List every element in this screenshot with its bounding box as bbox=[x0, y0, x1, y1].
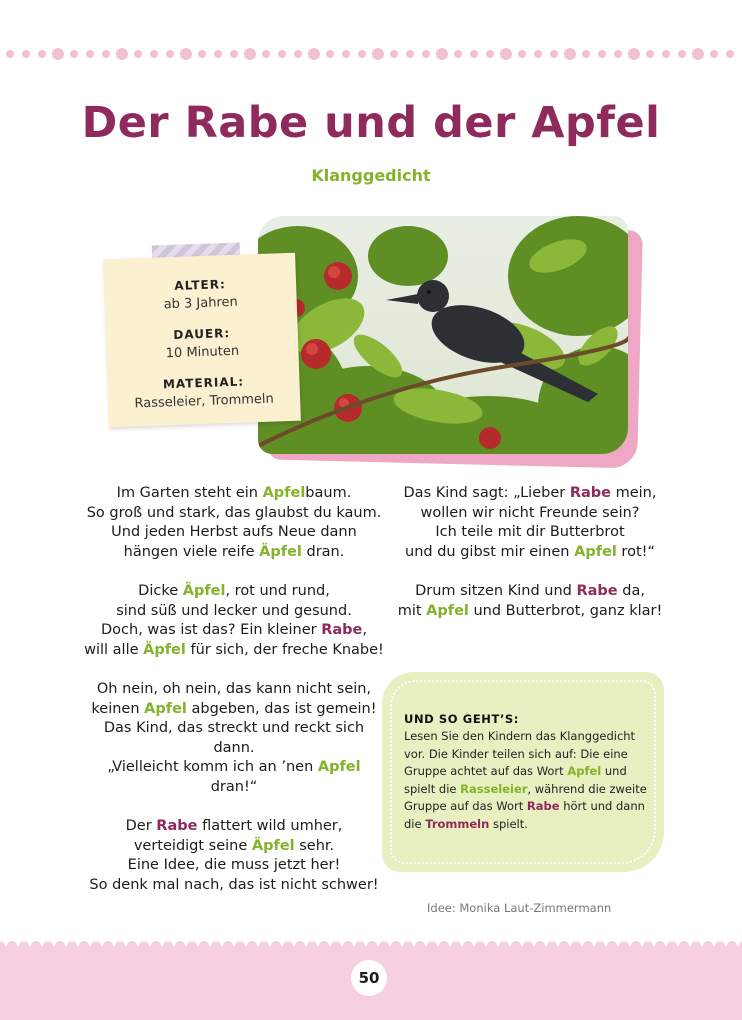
footer-scallop bbox=[379, 941, 389, 951]
poem-line bbox=[380, 543, 680, 563]
footer-scallop bbox=[19, 941, 29, 951]
duration-label: DAUER: bbox=[173, 326, 231, 342]
text-segment: sind süß und lecker und gesund. bbox=[116, 602, 352, 619]
footer-scallop bbox=[571, 941, 581, 951]
text-segment: und du gibst mir einen bbox=[405, 543, 575, 560]
footer-scallop bbox=[655, 941, 665, 951]
footer-scallop bbox=[715, 941, 725, 951]
text-segment: , während die zweite Gruppe auf das Wort bbox=[404, 781, 647, 814]
decorative-dot-border bbox=[0, 44, 742, 64]
poem-column-left bbox=[84, 484, 384, 915]
poem-column-right bbox=[380, 484, 680, 641]
footer-scallop bbox=[691, 941, 701, 951]
keyword-purple: Rabe bbox=[569, 485, 611, 501]
footer-scallop bbox=[679, 941, 689, 951]
border-dot bbox=[372, 48, 384, 60]
footer-scallop bbox=[319, 941, 329, 951]
footer-scallop bbox=[31, 941, 41, 951]
page-number: 50 bbox=[351, 960, 387, 996]
keyword-green: Apfel bbox=[574, 543, 617, 560]
footer-scallop bbox=[115, 941, 125, 951]
border-dot bbox=[500, 48, 512, 60]
footer-scallop bbox=[403, 941, 413, 951]
poem-line bbox=[84, 876, 384, 896]
text-segment: und spielt die bbox=[404, 764, 627, 796]
border-dot bbox=[38, 50, 46, 58]
border-dot bbox=[214, 50, 222, 58]
keyword-green: Apfel bbox=[144, 700, 187, 717]
poem-line bbox=[84, 700, 384, 720]
footer-scallop bbox=[343, 941, 353, 951]
border-dot bbox=[308, 48, 320, 60]
border-dot bbox=[646, 50, 654, 58]
keyword-purple: Trommeln bbox=[425, 816, 490, 831]
poem-line bbox=[84, 523, 384, 543]
text-segment: für sich, der freche Knabe! bbox=[185, 641, 384, 658]
footer-scallop bbox=[295, 941, 305, 951]
footer-scallop bbox=[307, 941, 317, 951]
border-dot bbox=[582, 50, 590, 58]
text-segment: Im Garten steht ein bbox=[116, 485, 263, 501]
text-segment: sehr. bbox=[294, 837, 335, 854]
poem-stanza bbox=[84, 582, 384, 660]
text-segment: Das Kind sagt: „Lieber bbox=[403, 485, 570, 501]
text-segment: hört und dann die bbox=[404, 799, 645, 831]
footer-scallop bbox=[595, 941, 605, 951]
footer-scallop bbox=[163, 941, 173, 951]
footer-scallop bbox=[67, 941, 77, 951]
border-dot bbox=[406, 50, 414, 58]
footer-scallop bbox=[103, 941, 113, 951]
text-segment: keinen bbox=[91, 700, 145, 717]
border-dot bbox=[470, 50, 478, 58]
border-dot bbox=[22, 50, 30, 58]
page-title: Der Rabe und der Apfel bbox=[81, 98, 661, 148]
text-segment: Lesen Sie den Kindern das Klanggedicht vor. Die Kinder teilen sich auf: Die eine Gruppe achtet auf das Wort bbox=[404, 729, 636, 779]
footer-scalloped-edge bbox=[0, 940, 742, 954]
border-dot bbox=[358, 50, 366, 58]
border-dot bbox=[52, 48, 64, 60]
duration-value: 10 Minuten bbox=[165, 343, 240, 362]
border-dot bbox=[692, 48, 704, 60]
footer-scallop bbox=[175, 941, 185, 951]
footer-scallop bbox=[259, 941, 269, 951]
footer-scallop bbox=[583, 941, 593, 951]
footer-scallop bbox=[607, 941, 617, 951]
footer-scallop bbox=[139, 941, 149, 951]
poem-stanza bbox=[84, 680, 384, 798]
footer-scallop bbox=[427, 941, 437, 951]
poem-line bbox=[84, 504, 384, 524]
text-segment: wollen wir nicht Freunde sein? bbox=[420, 504, 640, 521]
footer-scallop bbox=[79, 941, 89, 951]
poem-stanza bbox=[84, 817, 384, 895]
footer-scallop bbox=[487, 941, 497, 951]
raven-in-apple-tree-photo bbox=[258, 216, 628, 454]
footer-scallop bbox=[439, 941, 449, 951]
border-dot bbox=[326, 50, 334, 58]
footer-scallop bbox=[91, 941, 101, 951]
keyword-green: Äpfel bbox=[143, 641, 186, 658]
footer-scallop bbox=[211, 941, 221, 951]
text-segment: Dicke bbox=[138, 582, 183, 599]
poem-line bbox=[84, 543, 384, 563]
age-value: ab 3 Jahren bbox=[163, 294, 239, 313]
poem-line bbox=[380, 523, 680, 543]
age-label: ALTER: bbox=[174, 277, 226, 293]
poem-line bbox=[84, 758, 384, 797]
border-dot bbox=[134, 50, 142, 58]
footer-scallop bbox=[727, 941, 737, 951]
text-segment: dran!“ bbox=[210, 778, 258, 795]
text-segment: So denk mal nach, das ist nicht schwer! bbox=[89, 876, 379, 893]
footer-scallop bbox=[127, 941, 137, 951]
border-dot bbox=[614, 50, 622, 58]
footer-scallop bbox=[247, 941, 257, 951]
keyword-green: Apfel bbox=[426, 602, 469, 619]
text-segment: Doch, was ist das? Ein kleiner bbox=[101, 622, 322, 639]
footer-scallop bbox=[235, 941, 245, 951]
text-segment: Oh nein, oh nein, das kann nicht sein, bbox=[96, 680, 372, 697]
footer-scallop bbox=[283, 941, 293, 951]
text-segment: Das Kind, das streckt und reckt sich dann. bbox=[103, 720, 365, 756]
poem-line bbox=[84, 582, 384, 602]
footer-scallop bbox=[367, 941, 377, 951]
border-dot bbox=[294, 50, 302, 58]
poem-line bbox=[380, 602, 680, 622]
border-dot bbox=[6, 50, 14, 58]
border-dot bbox=[102, 50, 110, 58]
keyword-purple: Rabe bbox=[526, 799, 560, 814]
keyword-green: Äpfel bbox=[251, 837, 295, 854]
poem-line bbox=[84, 680, 384, 700]
text-segment: Und jeden Herbst aufs Neue dann bbox=[111, 524, 357, 541]
footer-scallop bbox=[667, 941, 677, 951]
footer-scallop bbox=[547, 941, 557, 951]
keyword-green: Apfel bbox=[317, 759, 361, 776]
text-segment: da, bbox=[617, 582, 645, 599]
border-dot bbox=[262, 50, 270, 58]
border-dot bbox=[454, 50, 462, 58]
footer-scallop bbox=[391, 941, 401, 951]
border-dot bbox=[564, 48, 576, 60]
footer-scallop bbox=[475, 941, 485, 951]
keyword-purple: Rabe bbox=[576, 582, 618, 599]
border-dot bbox=[726, 50, 734, 58]
text-segment: „Vielleicht komm ich an ’nen bbox=[107, 759, 318, 776]
poem-line bbox=[84, 621, 384, 641]
text-segment: , rot und rund, bbox=[225, 582, 330, 599]
border-dot bbox=[628, 48, 640, 60]
border-dot bbox=[244, 48, 256, 60]
footer-scallop bbox=[7, 941, 17, 951]
footer-scallop bbox=[631, 941, 641, 951]
text-segment: verteidigt seine bbox=[133, 837, 252, 854]
border-dot bbox=[534, 50, 542, 58]
material-value: Rasseleier, Trommeln bbox=[134, 391, 275, 412]
text-segment: abgeben, das ist gemein! bbox=[186, 700, 377, 717]
footer-scallop bbox=[511, 941, 521, 951]
border-dot bbox=[550, 50, 558, 58]
border-dot bbox=[518, 50, 526, 58]
border-dot bbox=[116, 48, 128, 60]
footer-scallop bbox=[43, 941, 53, 951]
text-segment: So groß und stark, das glaubst du kaum. bbox=[86, 504, 382, 521]
material-label: MATERIAL: bbox=[162, 374, 245, 392]
border-dot bbox=[436, 48, 448, 60]
poem-stanza bbox=[380, 582, 680, 621]
poem-line bbox=[84, 484, 384, 504]
text-segment: und Butterbrot, ganz klar! bbox=[468, 602, 663, 619]
border-dot bbox=[710, 50, 718, 58]
poem-line bbox=[380, 484, 680, 504]
border-dot bbox=[278, 50, 286, 58]
text-segment: mein, bbox=[610, 485, 657, 501]
poem-line bbox=[380, 504, 680, 524]
keyword-green: Äpfel bbox=[259, 543, 302, 560]
text-segment: Ich teile mit dir Butterbrot bbox=[435, 524, 625, 541]
poem-line bbox=[380, 582, 680, 602]
keyword-purple: Rabe bbox=[156, 818, 198, 835]
footer-scallop bbox=[523, 941, 533, 951]
footer-scallop bbox=[151, 941, 161, 951]
footer-scallop bbox=[55, 941, 65, 951]
text-segment: rot!“ bbox=[616, 543, 655, 560]
border-dot bbox=[198, 50, 206, 58]
footer-scallop bbox=[499, 941, 509, 951]
border-dot bbox=[70, 50, 78, 58]
footer-scallop bbox=[199, 941, 209, 951]
border-dot bbox=[422, 50, 430, 58]
border-dot bbox=[598, 50, 606, 58]
border-dot bbox=[166, 50, 174, 58]
footer-scallop bbox=[703, 941, 713, 951]
text-segment: spielt. bbox=[489, 816, 528, 831]
border-dot bbox=[678, 50, 686, 58]
howto-text bbox=[404, 728, 654, 834]
footer-scallop bbox=[463, 941, 473, 951]
poem-line bbox=[84, 817, 384, 837]
footer-scallop bbox=[223, 941, 233, 951]
poem-line bbox=[84, 719, 384, 758]
footer-scallop bbox=[331, 941, 341, 951]
keyword-green: Äpfel bbox=[182, 582, 226, 599]
footer-scallop bbox=[415, 941, 425, 951]
text-segment: Der bbox=[125, 818, 157, 835]
footer-scallop bbox=[535, 941, 545, 951]
border-dot bbox=[150, 50, 158, 58]
text-segment: Eine Idee, die muss jetzt her! bbox=[127, 857, 341, 874]
text-segment: hängen viele reife bbox=[123, 543, 260, 560]
poem-line bbox=[84, 856, 384, 876]
poem-stanza bbox=[380, 484, 680, 562]
footer-scallop bbox=[451, 941, 461, 951]
poem-line bbox=[84, 602, 384, 622]
border-dot bbox=[486, 50, 494, 58]
footer-scallop bbox=[619, 941, 629, 951]
idea-credit: Idee: Monika Laut-Zimmermann bbox=[427, 901, 612, 915]
border-dot bbox=[230, 50, 238, 58]
border-dot bbox=[390, 50, 398, 58]
text-segment: flattert wild umher, bbox=[197, 818, 343, 835]
text-segment: mit bbox=[397, 602, 427, 619]
footer-scallop bbox=[271, 941, 281, 951]
footer-scallop bbox=[187, 941, 197, 951]
keyword-purple: Rabe bbox=[321, 622, 363, 639]
keyword-green: Apfel bbox=[262, 485, 306, 501]
text-segment: Drum sitzen Kind und bbox=[415, 582, 577, 599]
footer-scallop bbox=[643, 941, 653, 951]
info-card bbox=[103, 253, 301, 428]
footer-scallop bbox=[559, 941, 569, 951]
footer-scallop bbox=[355, 941, 365, 951]
text-segment: , bbox=[362, 622, 367, 639]
text-segment: baum. bbox=[305, 485, 352, 501]
border-dot bbox=[662, 50, 670, 58]
border-dot bbox=[86, 50, 94, 58]
border-dot bbox=[180, 48, 192, 60]
text-segment: dran. bbox=[301, 543, 345, 560]
keyword-green: Rasseleier bbox=[460, 781, 528, 796]
poem-line bbox=[84, 641, 384, 661]
border-dot bbox=[342, 50, 350, 58]
poem-line bbox=[84, 837, 384, 857]
keyword-green: Apfel bbox=[567, 764, 602, 779]
howto-heading: UND SO GEHT’S: bbox=[404, 712, 519, 726]
text-segment: will alle bbox=[84, 641, 144, 658]
page-subtitle: Klanggedicht bbox=[311, 166, 431, 185]
poem-stanza bbox=[84, 484, 384, 562]
